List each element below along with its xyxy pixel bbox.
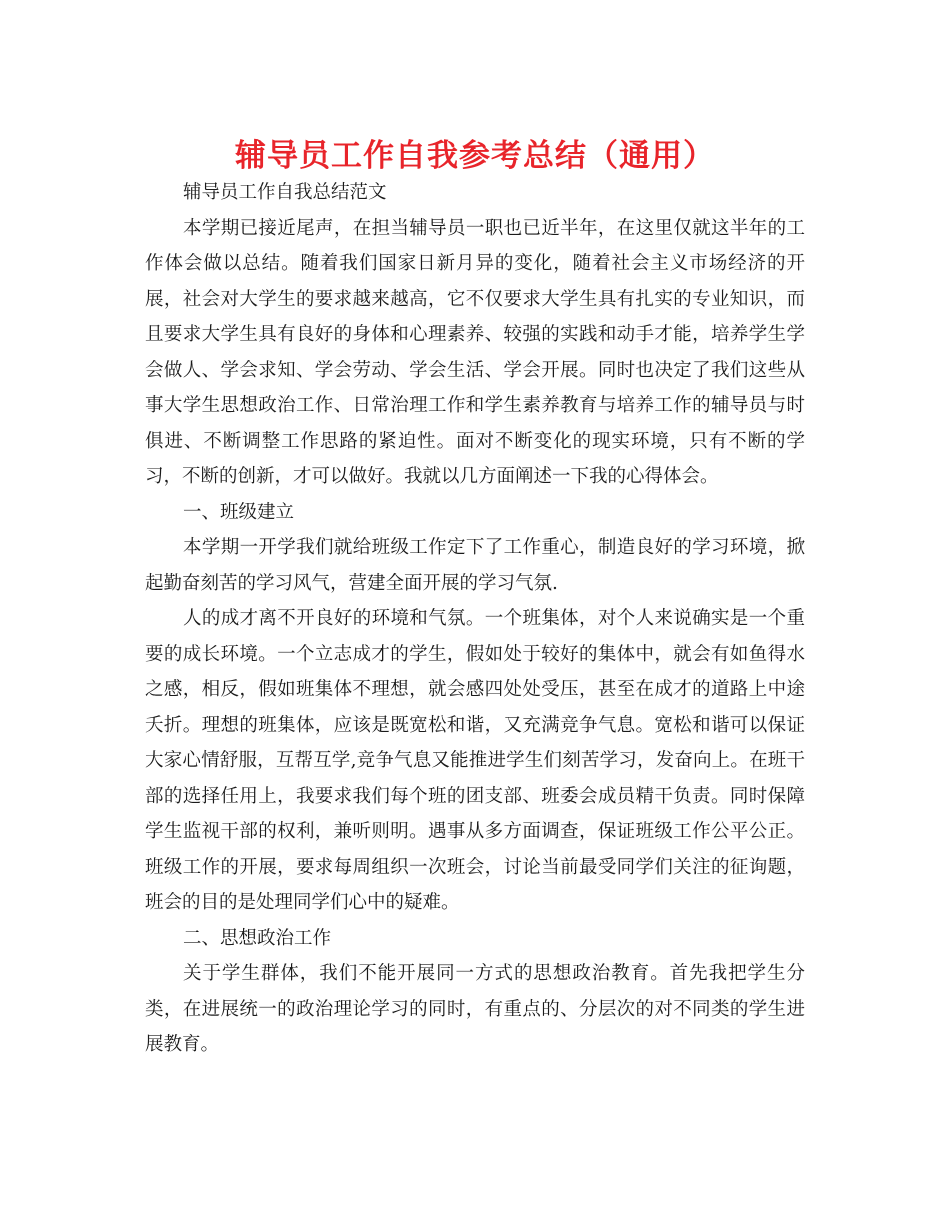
document-subtitle: 辅导员工作自我总结范文 bbox=[183, 182, 387, 203]
section-heading-class-building: 一、班级建立 bbox=[183, 501, 295, 523]
document-title: 辅导员工作自我参考总结（通用） bbox=[235, 138, 715, 174]
paragraph-class-environment: 人的成才离不开良好的环境和气氛。一个班集体，对个人来说确实是一个重要的成长环境。一个立志成才的学生，假如处于较好的集体中，就会有如鱼得水之感，相反，假如班集体不理想，就会感四处处受压，甚至在成才的道路上中途夭折。理想的班集体，应该是既宽松和谐，又充满竞争气息。宽松和谐可以保证大家心情舒服，互帮互学,竞争气息又能推进学生们刻苦学习，发奋向上。在班干部的选择任用上，我要求我们每个班的团支部、班委会成员精干负责。同时保障学生监视干部的权利，兼听则明。遇事从多方面调查，保证班级工作公平公正。班级工作的开展，要求每周组织一次班会，讨论当前最受同学们关注的征询题，班会的目的是处理同学们心中的疑难。 bbox=[145, 608, 805, 913]
paragraph-class-focus: 本学期一开学我们就给班级工作定下了工作重心，制造良好的学习环境，掀起勤奋刻苦的学习风气，营建全面开展的学习气氛. bbox=[145, 537, 805, 594]
paragraph-political-work: 关于学生群体，我们不能开展同一方式的思想政治教育。首先我把学生分类，在进展统一的政治理论学习的同时，有重点的、分层次的对不同类的学生进展教育。 bbox=[145, 963, 805, 1055]
paragraph-intro: 本学期已接近尾声，在担当辅导员一职也已近半年，在这里仅就这半年的工作体会做以总结。随着我们国家日新月异的变化，随着社会主义市场经济的开展，社会对大学生的要求越来越高，它不仅要求大学生具有扎实的专业知识，而且要求大学生具有良好的身体和心理素养、较强的实践和动手才能，培养学生学会做人、学会求知、学会劳动、学会生活、学会开展。同时也决定了我们这些从事大学生思想政治工作、日常治理工作和学生素养教育与培养工作的辅导员与时俱进、不断调整工作思路的紧迫性。面对不断变化的现实环境，只有不断的学习，不断的创新，才可以做好。我就以几方面阐述一下我的心得体会。 bbox=[145, 217, 805, 487]
document-body bbox=[145, 175, 805, 1063]
section-heading-political-work: 二、思想政治工作 bbox=[183, 927, 332, 949]
